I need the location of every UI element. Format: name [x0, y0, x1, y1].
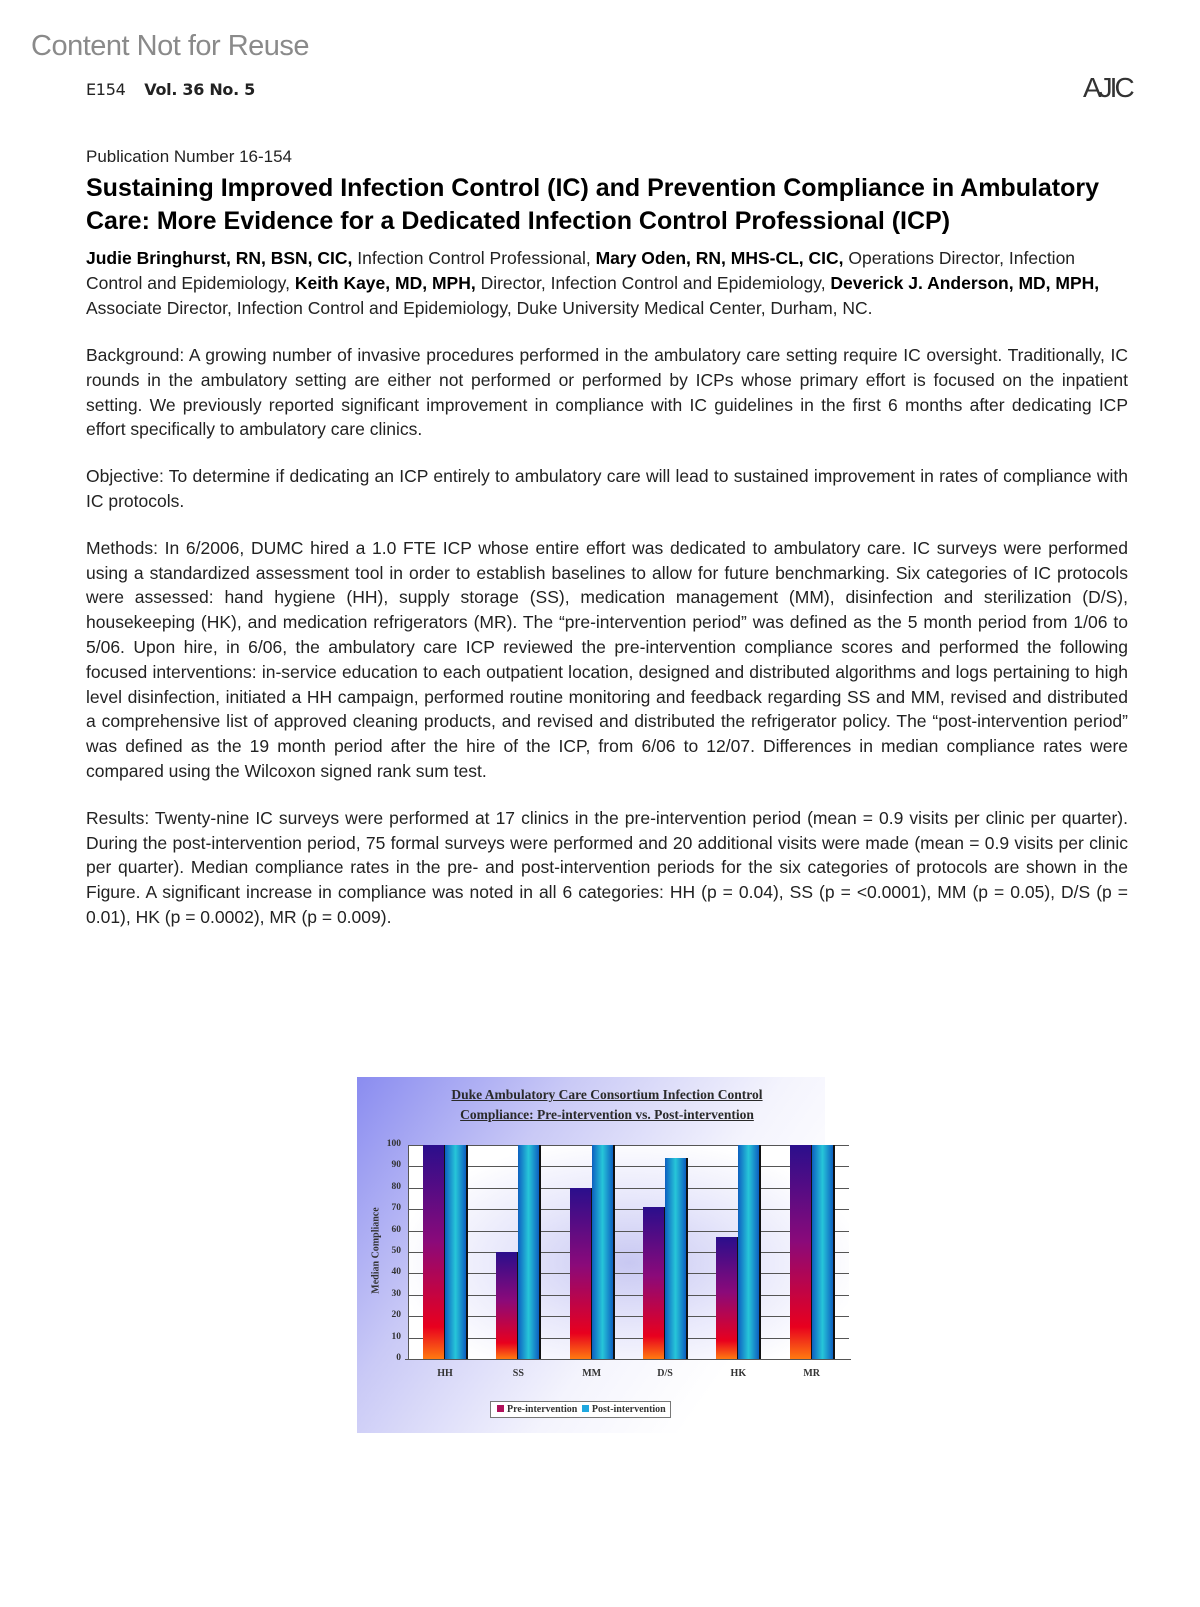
gridline	[409, 1273, 849, 1274]
author-name: Mary Oden, RN, MHS-CL, CIC,	[595, 248, 844, 268]
methods-paragraph: Methods: In 6/2006, DUMC hired a 1.0 FTE ICP whose entire effort was dedicated to ambulatory care. IC surveys were performed using a standardized assessment tool in order to establish baselines to allow for future benchmarking. Six categories of IC protocols were assessed: hand hygiene (HH), supply storage (SS), medication management (MM), disinfection and sterilization (D/S), housekeeping (HK), and medication refrigerators (MR). The “pre-intervention period” was defined as the 5 month period from 1/06 to 5/06. Upon hire, in 6/06, the ambulatory care ICP reviewed the pre-intervention compliance scores and performed the following focused interventions: in-service education to each outpatient location, designed and distributed algorithms and logs pertaining to high level disinfection, initiated a HH campaign, performed routine monitoring and feedback regarding SS and MM, revised and distributed a comprehensive list of approved cleaning products, and revised and distributed the refrigerator policy. The “post-intervention period” was defined as the 19 month period after the hire of the ICP, from 6/06 to 12/07. Differences in median compliance rates were compared using the Wilcoxon signed rank sum test.	[86, 537, 1128, 781]
post-intervention-bar	[592, 1145, 613, 1359]
watermark: Content Not for Reuse	[31, 30, 310, 62]
gridline	[409, 1231, 849, 1232]
author-affiliation: Director, Infection Control and Epidemiology,	[475, 273, 831, 293]
gridline	[409, 1338, 849, 1339]
y-tick-label: 20	[391, 1310, 401, 1321]
page-number: E154	[86, 80, 126, 99]
x-category-label: SS	[512, 1368, 524, 1379]
y-tick-label: 90	[391, 1160, 401, 1171]
gridline	[409, 1295, 849, 1296]
chart-legend	[490, 1401, 671, 1418]
pre-intervention-bar	[570, 1188, 591, 1359]
post-intervention-bar	[445, 1145, 466, 1359]
chart-title	[357, 1085, 857, 1125]
background-paragraph: Background: A growing number of invasive procedures performed in the ambulatory care setting require IC oversight. Traditionally, IC rounds in the ambulatory setting are either not performed or performed by ICPs whose primary effort is focused on the inpatient setting. We previously reported significant improvement in compliance with IC guidelines in the first 6 months after dedicating ICP effort specifically to ambulatory care clinics.	[86, 345, 1128, 440]
results-paragraph: Results: Twenty-nine IC surveys were performed at 17 clinics in the pre-intervention period (mean = 0.9 visits per clinic per quarter). During the post-intervention period, 75 formal surveys were performed and 20 additional visits were made (mean = 0.9 visits per clinic per quarter). Median compliance rates in the pre- and post-intervention periods for the six categories of protocols are shown in the Figure. A significant increase in compliance was noted in all 6 categories: HH (p = 0.04), SS (p = <0.0001), MM (p = 0.05), D/S (p = 0.01), HK (p = 0.0002), MR (p = 0.009).	[86, 807, 1128, 927]
y-axis	[408, 1145, 409, 1360]
legend-label: Pre-intervention	[507, 1404, 578, 1415]
gridline	[409, 1188, 849, 1189]
x-category-label: HK	[730, 1368, 747, 1379]
chart-title-line: Duke Ambulatory Care Consortium Infection Control	[451, 1087, 763, 1102]
y-tick-label: 0	[396, 1353, 401, 1363]
running-head	[86, 80, 255, 99]
y-tick-label: 70	[391, 1203, 401, 1214]
x-category-label: HH	[437, 1368, 453, 1379]
gridline	[409, 1209, 849, 1210]
gridline	[409, 1252, 849, 1253]
post-intervention-bar	[665, 1158, 686, 1359]
y-axis-label: Median Compliance	[370, 1207, 382, 1294]
author-list	[86, 246, 1128, 321]
post-intervention-bar	[738, 1145, 759, 1359]
y-tick-label: 60	[391, 1224, 401, 1235]
post-intervention-bar	[518, 1145, 539, 1359]
post-intervention-swatch	[582, 1405, 589, 1412]
volume-issue: Vol. 36 No. 5	[144, 80, 255, 99]
pre-intervention-bar	[716, 1237, 737, 1359]
author-affiliation: Operations Director, Infection Control and Epidemiology,	[86, 248, 1076, 293]
y-tick-label: 100	[386, 1139, 401, 1149]
x-category-label: MM	[582, 1368, 602, 1379]
y-tick-label: 40	[391, 1267, 401, 1278]
pre-intervention-bar	[423, 1145, 444, 1359]
x-category-label: MR	[803, 1368, 820, 1379]
author-name: Judie Bringhurst, RN, BSN, CIC,	[86, 248, 353, 268]
y-tick-label: 80	[391, 1181, 401, 1192]
gridline	[409, 1316, 849, 1317]
pre-intervention-bar	[790, 1145, 811, 1359]
y-tick-label: 10	[391, 1331, 401, 1342]
x-axis	[405, 1359, 851, 1360]
pre-intervention-swatch	[497, 1405, 504, 1412]
chart-title-line: Compliance: Pre-intervention vs. Post-intervention	[460, 1107, 754, 1122]
gridline	[409, 1166, 849, 1167]
article-title: Sustaining Improved Infection Control (IC) and Prevention Compliance in Ambulatory Care: More Evidence for a Dedicated Infection Control Professional (ICP)	[86, 174, 1100, 235]
y-tick-label: 50	[391, 1246, 401, 1256]
compliance-bar-chart	[357, 1077, 825, 1433]
publication-number: Publication Number 16-154	[86, 147, 293, 166]
abstract	[86, 146, 1128, 952]
x-category-label: D/S	[657, 1368, 673, 1379]
post-intervention-bar	[812, 1145, 833, 1359]
pre-intervention-bar	[643, 1207, 664, 1359]
legend-label: Post-intervention	[591, 1404, 666, 1415]
y-tick-label: 30	[391, 1288, 401, 1299]
author-affiliation: Infection Control Professional,	[352, 248, 596, 268]
journal-logo: AJIC	[1083, 72, 1132, 103]
gridline	[409, 1145, 849, 1146]
author-name: Deverick J. Anderson, MD, MPH,	[830, 273, 1100, 293]
author-affiliation: Associate Director, Infection Control and Epidemiology, Duke University Medical Center, Durham, NC.	[86, 298, 873, 318]
objective-paragraph: Objective: To determine if dedicating an ICP entirely to ambulatory care will lead to sustained improvement in rates of compliance with IC protocols.	[86, 466, 1128, 511]
pre-intervention-bar	[496, 1252, 517, 1359]
author-name: Keith Kaye, MD, MPH,	[294, 273, 476, 293]
